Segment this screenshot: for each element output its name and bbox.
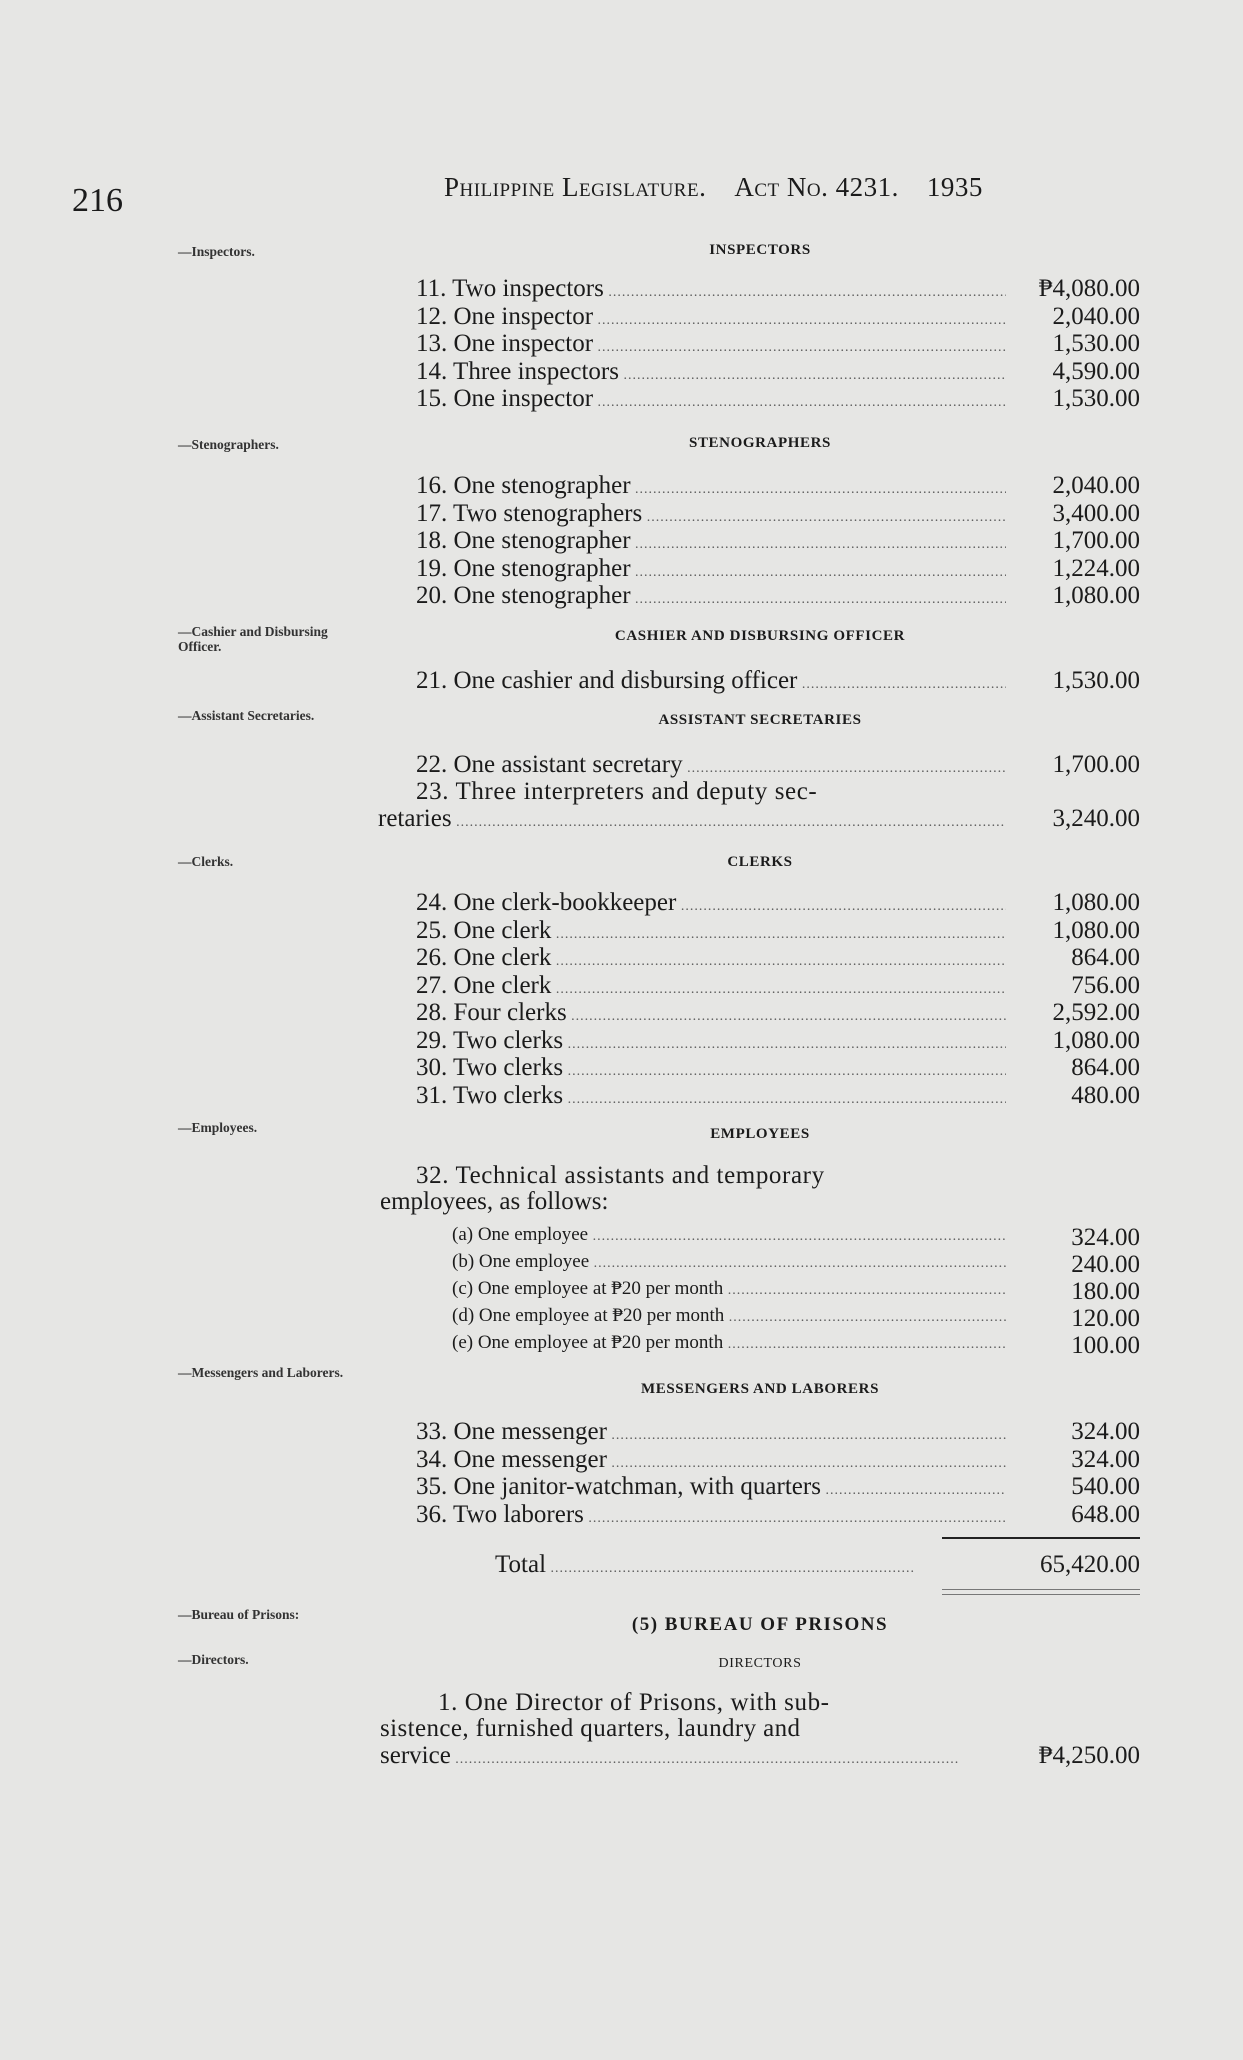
line-item: 28. Four clerks ..... 2,592.00 bbox=[380, 999, 1140, 1027]
margin-note-inspectors: —Inspectors. bbox=[178, 244, 255, 259]
line-item: 19. One stenographer ..... 1,224.00 bbox=[380, 555, 1140, 583]
stenographers-section bbox=[380, 435, 1140, 610]
header-year: 1935 bbox=[926, 172, 983, 202]
section-heading: (5) BUREAU OF PRISONS bbox=[631, 1614, 889, 1635]
line-item: 17. Two stenographers ..... 3,400.00 bbox=[380, 500, 1140, 528]
margin-note-cashier: —Cashier and Disbursing Officer. bbox=[178, 624, 328, 654]
cashier-section bbox=[380, 628, 1140, 695]
subheading: DIRECTORS bbox=[718, 1656, 802, 1671]
margin-note-directors: —Directors. bbox=[178, 1652, 249, 1667]
line-item: (e) One employee at ₱20 per month ..... 100.00 bbox=[380, 1329, 1140, 1356]
line-item: 18. One stenographer ..... 1,700.00 bbox=[380, 527, 1140, 555]
margin-note-bureau: —Bureau of Prisons: bbox=[178, 1607, 300, 1622]
line-item: 22. One assistant secretary ..... 1,700.00 bbox=[380, 751, 1140, 779]
inspectors-section bbox=[380, 242, 1140, 413]
margin-note-assistant: —Assistant Secretaries. bbox=[178, 708, 315, 723]
line-item: 20. One stenographer ..... 1,080.00 bbox=[380, 582, 1140, 610]
total-double-rule bbox=[942, 1589, 1140, 1595]
director-line2: sistence, furnished quarters, laundry and bbox=[380, 1715, 801, 1742]
line-item: 11. Two inspectors ..... ₱4,080.00 bbox=[380, 275, 1140, 303]
line-item: (c) One employee at ₱20 per month ..... 180.00 bbox=[380, 1275, 1140, 1302]
section-heading: CLERKS bbox=[727, 854, 793, 870]
line-item: 30. Two clerks ..... 864.00 bbox=[380, 1054, 1140, 1082]
line-item: 24. One clerk-bookkeeper ..... 1,080.00 bbox=[380, 889, 1140, 917]
line-item: retaries ..... 3,240.00 bbox=[380, 805, 1140, 833]
line-item: 16. One stenographer ..... 2,040.00 bbox=[380, 472, 1140, 500]
line-item: 33. One messenger ..... 324.00 bbox=[380, 1418, 1140, 1446]
line-item: 14. Three inspectors ..... 4,590.00 bbox=[380, 358, 1140, 386]
line-item: 29. Two clerks ..... 1,080.00 bbox=[380, 1027, 1140, 1055]
section-heading: CASHIER AND DISBURSING OFFICER bbox=[614, 628, 906, 644]
line-item: 12. One inspector ..... 2,040.00 bbox=[380, 303, 1140, 331]
margin-note-employees: —Employees. bbox=[178, 1120, 258, 1135]
section-heading: EMPLOYEES bbox=[710, 1126, 810, 1142]
item-23-line1: 23. Three interpreters and deputy sec- bbox=[416, 777, 818, 805]
total-section bbox=[380, 1537, 1140, 1617]
total-row: Total ..... 65,420.00 bbox=[380, 1551, 1140, 1579]
running-header bbox=[444, 172, 983, 203]
header-title: Philippine Legislature. bbox=[444, 172, 707, 202]
margin-note-messengers: —Messengers and Laborers. bbox=[178, 1365, 344, 1380]
line-item: 36. Two laborers ..... 648.00 bbox=[380, 1501, 1140, 1529]
line-item: 31. Two clerks ..... 480.00 bbox=[380, 1082, 1140, 1110]
line-item: 35. One janitor-watchman, with quarters ..... 540.00 bbox=[380, 1473, 1140, 1501]
line-item: 25. One clerk ..... 1,080.00 bbox=[380, 917, 1140, 945]
employees-section bbox=[380, 1126, 1140, 1359]
line-item: 21. One cashier and disbursing officer ..... 1,530.00 bbox=[380, 667, 1140, 695]
section-heading: ASSISTANT SECRETARIES bbox=[658, 712, 862, 728]
clerks-section bbox=[380, 854, 1140, 1109]
line-item: 13. One inspector ..... 1,530.00 bbox=[380, 330, 1140, 358]
margin-note-clerks: —Clerks. bbox=[178, 854, 234, 869]
line-item: 27. One clerk ..... 756.00 bbox=[380, 972, 1140, 1000]
section-heading: STENOGRAPHERS bbox=[689, 435, 831, 451]
line-item: 15. One inspector ..... 1,530.00 bbox=[380, 385, 1140, 413]
section-heading: INSPECTORS bbox=[709, 242, 811, 258]
line-item: (a) One employee ..... 324.00 bbox=[380, 1221, 1140, 1248]
bureau-section bbox=[380, 1614, 1140, 1770]
messengers-section bbox=[380, 1381, 1140, 1528]
line-item: 34. One messenger ..... 324.00 bbox=[380, 1446, 1140, 1474]
total-rule bbox=[942, 1537, 1140, 1539]
page-number: 216 bbox=[72, 182, 123, 219]
line-item: (b) One employee ..... 240.00 bbox=[380, 1248, 1140, 1275]
section-heading: MESSENGERS AND LABORERS bbox=[640, 1381, 880, 1397]
employees-intro-line2: employees, as follows: bbox=[380, 1188, 609, 1215]
header-act: Act No. 4231. bbox=[734, 172, 899, 202]
assistant-section bbox=[380, 712, 1140, 832]
director-line1: 1. One Director of Prisons, with sub- bbox=[438, 1689, 830, 1716]
margin-note-stenographers: —Stenographers. bbox=[178, 437, 279, 452]
line-item: 26. One clerk ..... 864.00 bbox=[380, 944, 1140, 972]
line-item: (d) One employee at ₱20 per month ..... 120.00 bbox=[380, 1302, 1140, 1329]
line-item: service ..... ₱4,250.00 bbox=[380, 1742, 1140, 1770]
employees-intro-line1: 32. Technical assistants and temporary bbox=[416, 1162, 825, 1189]
